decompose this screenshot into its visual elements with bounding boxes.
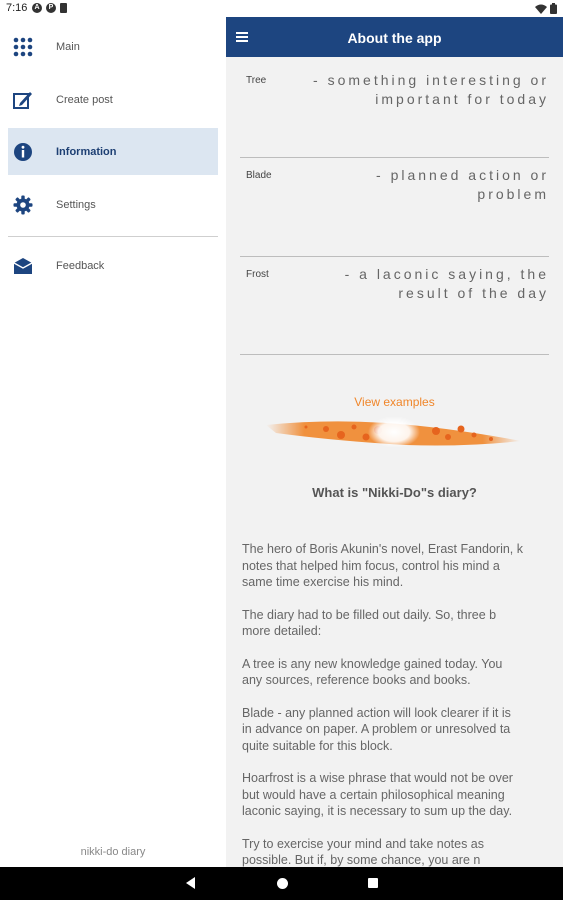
view-examples-link[interactable]: View examples (354, 395, 435, 409)
text-line: A tree is any new knowledge gained today. You (242, 656, 503, 671)
text-line: but would have a certain philosophical meaning (242, 787, 505, 802)
section-title: What is "Nikki-Do"s diary? (312, 485, 477, 500)
status-icons-left (32, 3, 67, 13)
status-icons-right (535, 3, 557, 14)
term-description: - a laconic saying, the result of the day (344, 266, 549, 301)
top-app-bar (226, 17, 563, 57)
page-title: About the app (347, 30, 442, 46)
text-line: Try to exercise your mind and take notes as (242, 836, 485, 851)
text-line: The hero of Boris Akunin's novel, Erast Fandorin, k (242, 542, 523, 556)
edit-icon (13, 90, 33, 110)
wifi-icon (535, 4, 547, 14)
drawer-divider (8, 236, 218, 237)
text-line: more detailed: (242, 624, 322, 638)
term-description: - something interesting or important for today (313, 72, 549, 107)
drawer-item-settings[interactable] (8, 181, 218, 228)
text-line: Hoarfrost is a wise phrase that would not be over (242, 771, 513, 785)
term-row-blade (240, 158, 549, 257)
term-name: Blade (246, 170, 272, 181)
drawer-item-information[interactable] (8, 128, 218, 175)
back-icon[interactable] (186, 877, 195, 889)
text-line: notes that helped him focus, control his mind a (242, 558, 500, 573)
drawer-item-label: Settings (56, 198, 96, 211)
drawer-item-label: Create post (56, 93, 113, 106)
navigation-drawer (0, 17, 226, 867)
drawer-item-label: Main (56, 40, 80, 53)
text-line: Blade - any planned action will look clearer if it is (242, 705, 511, 720)
paragraph (242, 836, 563, 868)
info-icon (13, 142, 33, 162)
about-text (242, 541, 563, 867)
paragraph (242, 770, 563, 820)
system-navigation-bar (0, 867, 563, 900)
term-name: Frost (246, 269, 269, 280)
status-time: 7:16 (6, 2, 28, 14)
term-description: - planned action or problem (376, 167, 549, 202)
sim-icon (60, 3, 67, 13)
grid-icon (13, 37, 33, 57)
recents-icon[interactable] (368, 878, 378, 888)
text-line: in advance on paper. A problem or unresolved ta (242, 722, 511, 736)
main-content[interactable] (226, 17, 563, 867)
drawer-item-main[interactable] (8, 23, 218, 70)
term-row-tree (240, 63, 549, 158)
text-line: any sources, reference books and books. (242, 673, 471, 687)
paragraph (242, 705, 563, 755)
text-line: quite suitable for this block. (242, 738, 393, 753)
app-name-footer: nikki-do diary (80, 846, 146, 858)
a-icon: A (32, 3, 42, 13)
paragraph (242, 656, 563, 689)
gear-icon (13, 195, 33, 215)
status-bar (0, 0, 563, 17)
text-line: possible. But if, by some chance, you are n (242, 853, 481, 867)
term-name: Tree (246, 75, 267, 86)
term-row-frost (240, 257, 549, 355)
drawer-item-label: Feedback (56, 259, 105, 272)
paragraph (242, 541, 563, 591)
drawer-item-create-post[interactable] (8, 76, 218, 123)
orange-splash-decoration (266, 415, 521, 449)
drawer-item-feedback[interactable] (8, 242, 218, 289)
text-line: same time exercise his mind. (242, 575, 404, 589)
battery-icon (550, 3, 557, 14)
paragraph (242, 607, 563, 640)
text-line: The diary had to be filled out daily. So, three b (242, 607, 497, 622)
text-line: laconic saying, it is necessary to sum up the day. (242, 804, 513, 818)
mail-icon (13, 256, 33, 276)
home-icon[interactable] (277, 878, 288, 889)
p-icon: P (46, 3, 56, 13)
drawer-item-label: Information (56, 145, 117, 158)
